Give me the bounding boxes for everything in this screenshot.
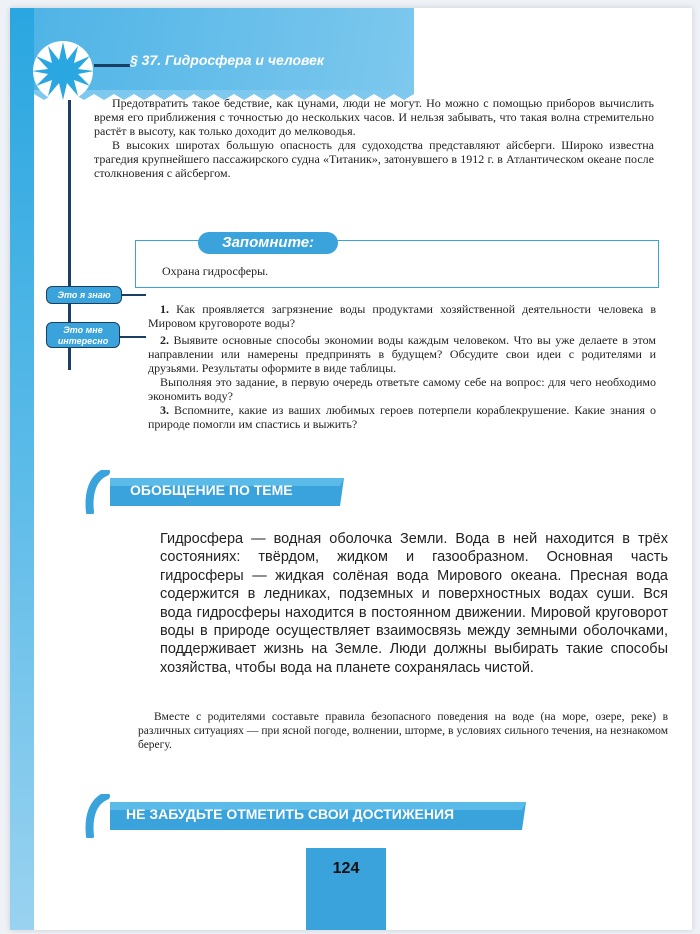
task-text: Выявите основные способы экономии воды каждым человеком. Что вы уже делаете в этом направлении или намерены предпринять в будущем? Обсудите свои идеи с родителями и друзьями. Результаты оформите в виде таблицы. [148,333,656,375]
textbook-page [10,8,692,930]
task-item [148,403,656,431]
page-title: § 37. Гидросфера и человек [130,52,325,68]
task-text: Как проявляется загрязнение воды продуктами хозяйственной деятельности человека в Мировом круговороте воды? [148,302,656,330]
assignment-paragraph: Вместе с родителями составьте правила безопасного поведения на воде (на море, озере, реке) в различных ситуациях — при ясной погоде, волнении, шторме, в условиях сильного течения, на незнакомом берегу. [138,711,668,751]
task-number: 1. [160,302,169,316]
task-item [148,333,656,375]
interesting-label-line2: интересно [57,336,109,346]
task-extra: Выполняя это задание, в первую очередь ответьте самому себе на вопрос: для чего необходимо экономить воду? [148,375,656,403]
interesting-connector [120,336,146,338]
intro-text [94,96,654,180]
intro-paragraph: В высоких широтах большую опасность для судоходства представляют айсберги. Широко известна трагедия крупнейшего пассажирского судна «Титаник», затонувшего в 1912 г. в Атлантическом океане после столкновения с айсбергом. [94,138,654,180]
tasks-list [148,302,656,431]
interesting-label-line1: Это мне [63,325,103,335]
remember-title: Запомните: [198,232,338,254]
assignment-text [138,710,668,752]
interesting-label [46,322,120,348]
task-item [148,302,656,330]
task-text: Вспомните, какие из ваших любимых героев потерпели кораблекрушение. Какие знания о природе помогли им спастись и выжить? [148,403,657,431]
summary-text [160,530,668,677]
task-number: 3. [160,403,169,417]
intro-paragraph: Предотвратить такое бедствие, как цунами, люди не могут. Но можно с помощью приборов вычислить время его приближения с точностью до нескольких часов. И нельзя забывать, что такая волна стремительно растёт в высоту, как только доходит до мелководья. [94,96,654,138]
summary-paragraph: Гидросфера — водная оболочка Земли. Вода в ней находится в трёх состояниях: твёрдом, жидком и газообразном. Основная часть гидросферы — жидкая солёная вода Мирового океана. Пресная вода содержится в ледниках, подземных и поверхностных водах суши. Вся вода гидросферы находится в постоянном движении. Мировой круговорот воды в природе осуществляет взаимосвязь между земными оболочками, поддерживает жизнь на Земле. Люди должны выбирать такие способы хозяйства, чтобы вода на планете сохранялась чистой. [160,531,668,676]
know-connector [120,294,146,296]
summary-section-title: ОБОБЩЕНИЕ ПО ТЕМЕ [130,482,293,498]
task-number: 2. [160,333,169,347]
header-connector-line [94,64,130,67]
left-color-stripe [10,8,34,930]
know-label: Это я знаю [46,286,122,304]
achievements-title: НЕ ЗАБУДЬТЕ ОТМЕТИТЬ СВОИ ДОСТИЖЕНИЯ [126,806,455,822]
remember-text: Охрана гидросферы. [162,264,269,278]
page-number: 124 [332,860,360,877]
star-icon [28,36,98,106]
